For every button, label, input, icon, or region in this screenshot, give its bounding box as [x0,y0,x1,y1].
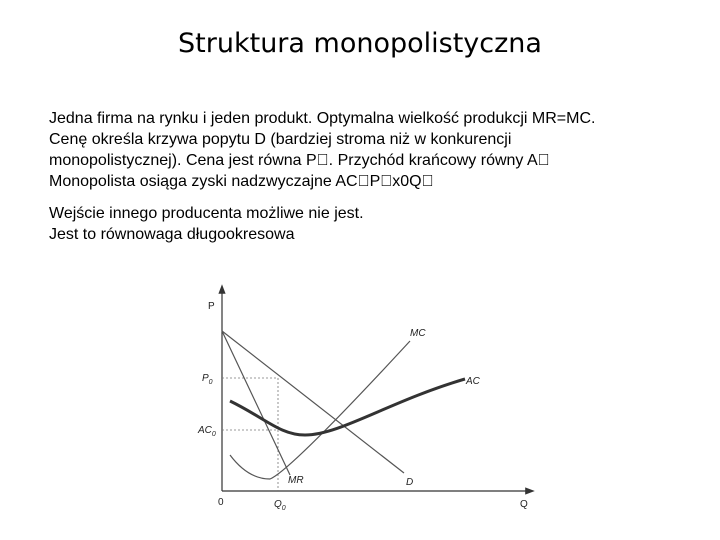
slide-title: Struktura monopolistyczna [178,28,542,59]
paragraph-conclusion [49,203,709,245]
quantity-label: $Q_0$ [274,499,286,512]
d-label: D [406,477,414,488]
monopoly-diagram [190,283,550,523]
origin-label: 0 [218,497,224,508]
ac-level-label: $AC_0$ [198,425,216,438]
paragraph-description [49,108,709,192]
ac-label: AC [466,376,480,387]
x-axis-label: Q [520,499,528,510]
text-line: Jedna firma na rynku i jeden produkt. Optymalna wielkość produkcji MR=MC. [49,110,596,127]
demand-curve [222,331,404,473]
text-line: monopolistycznej). Cena jest równa P⃞. Przychód krańcowy równy A⃞ [49,152,550,169]
text-line: Wejście innego producenta możliwe nie jest. [49,205,364,222]
mc-label: MC [410,328,426,339]
text-line: Cenę określa krzywa popytu D (bardziej stroma niż w konkurencji [49,131,512,148]
text-line: Jest to równowaga długookresowa [49,226,295,243]
y-axis-label: P [208,301,215,312]
text-line: Monopolista osiąga zyski nadzwyczajne AC⃞P⃞x0Q⃞ [49,173,434,190]
price-level-label: $P_0$ [202,373,213,386]
mr-label: MR [288,475,304,486]
